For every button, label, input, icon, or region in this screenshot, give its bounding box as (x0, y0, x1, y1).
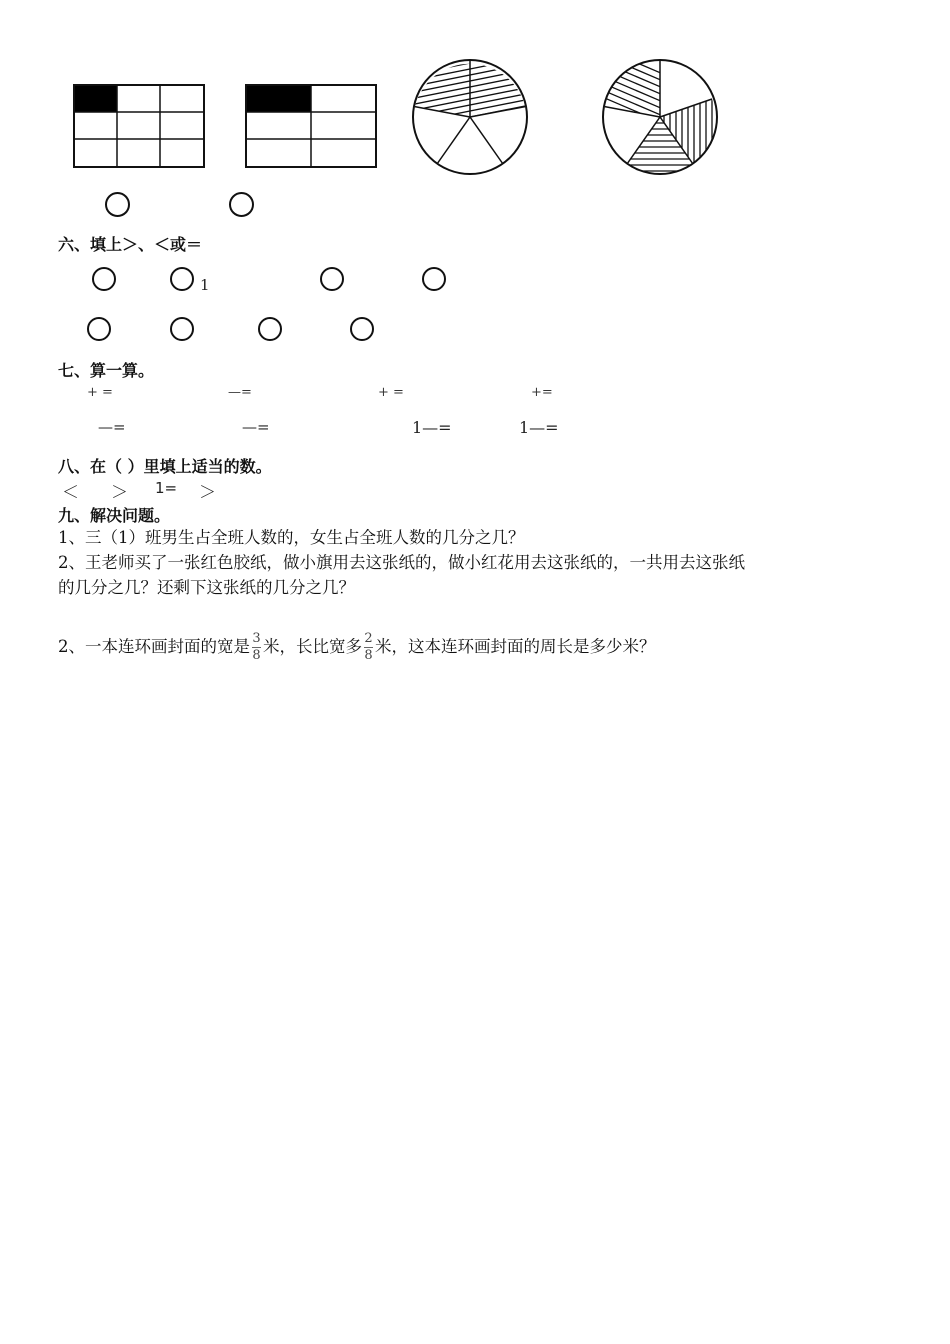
fraction-width (252, 632, 261, 663)
problem-1: 1、三（1）班男生占全班人数的，女生占全班人数的几分之几？ (58, 528, 525, 547)
fraction-numerator: 3 (252, 631, 261, 646)
fill-item: 1= (155, 479, 178, 497)
fraction-numerator: 2 (364, 631, 373, 646)
fill-item: ＞ (111, 483, 128, 503)
calc-item: 1—= (519, 418, 559, 437)
compare-circle[interactable] (350, 317, 374, 341)
grid-shaded-cell (74, 85, 117, 112)
problem-3-text-1: 2、一本连环画封面的宽是 (58, 637, 250, 656)
fill-item: ＞ (199, 483, 216, 503)
section-7-heading: 七、算一算。 (58, 361, 155, 380)
calc-item: 1—= (412, 418, 452, 437)
compare-circle[interactable] (170, 267, 194, 291)
fraction-extra-length (364, 632, 373, 663)
answer-circle[interactable] (229, 192, 254, 217)
compare-circle[interactable] (92, 267, 116, 291)
calc-item: += (531, 385, 553, 400)
compare-circle[interactable] (170, 317, 194, 341)
answer-circle[interactable] (105, 192, 130, 217)
compare-circle[interactable] (258, 317, 282, 341)
compare-value-one: 1 (200, 276, 210, 294)
compare-circle[interactable] (422, 267, 446, 291)
fraction-denominator: 8 (364, 648, 373, 663)
fill-item: ＜ (62, 483, 79, 503)
fraction-denominator: 8 (252, 648, 261, 663)
calc-item: —= (98, 418, 126, 436)
problem-2-line-1: 2、王老师买了一张红色胶纸，做小旗用去这张纸的，做小红花用去这张纸的，一共用去这张纸 (58, 553, 745, 572)
grid-figure-2x3 (245, 84, 378, 169)
compare-circle[interactable] (87, 317, 111, 341)
pie-figure-b (600, 57, 720, 177)
section-9-heading: 九、解决问题。 (58, 506, 171, 525)
section-8-heading: 八、在（ ）里填上适当的数。 (58, 457, 272, 476)
calc-item: + = (378, 385, 404, 400)
grid-figure-3x3 (73, 84, 206, 169)
grid-shaded-cell (246, 85, 311, 112)
compare-circle[interactable] (320, 267, 344, 291)
calc-item: + = (87, 385, 113, 400)
problem-3-text-3: 米，这本连环画封面的周长是多少米？ (375, 637, 656, 656)
calc-item: —= (228, 385, 252, 400)
calc-item: —= (242, 418, 270, 436)
problem-3-text-2: 米，长比宽多 (263, 637, 362, 656)
section-6-heading: 六、填上＞、＜或＝ (58, 235, 203, 254)
pie-figure-a (410, 57, 530, 177)
problem-2-line-2: 的几分之几？还剩下这张纸的几分之几？ (58, 578, 355, 597)
problem-3 (58, 628, 656, 666)
